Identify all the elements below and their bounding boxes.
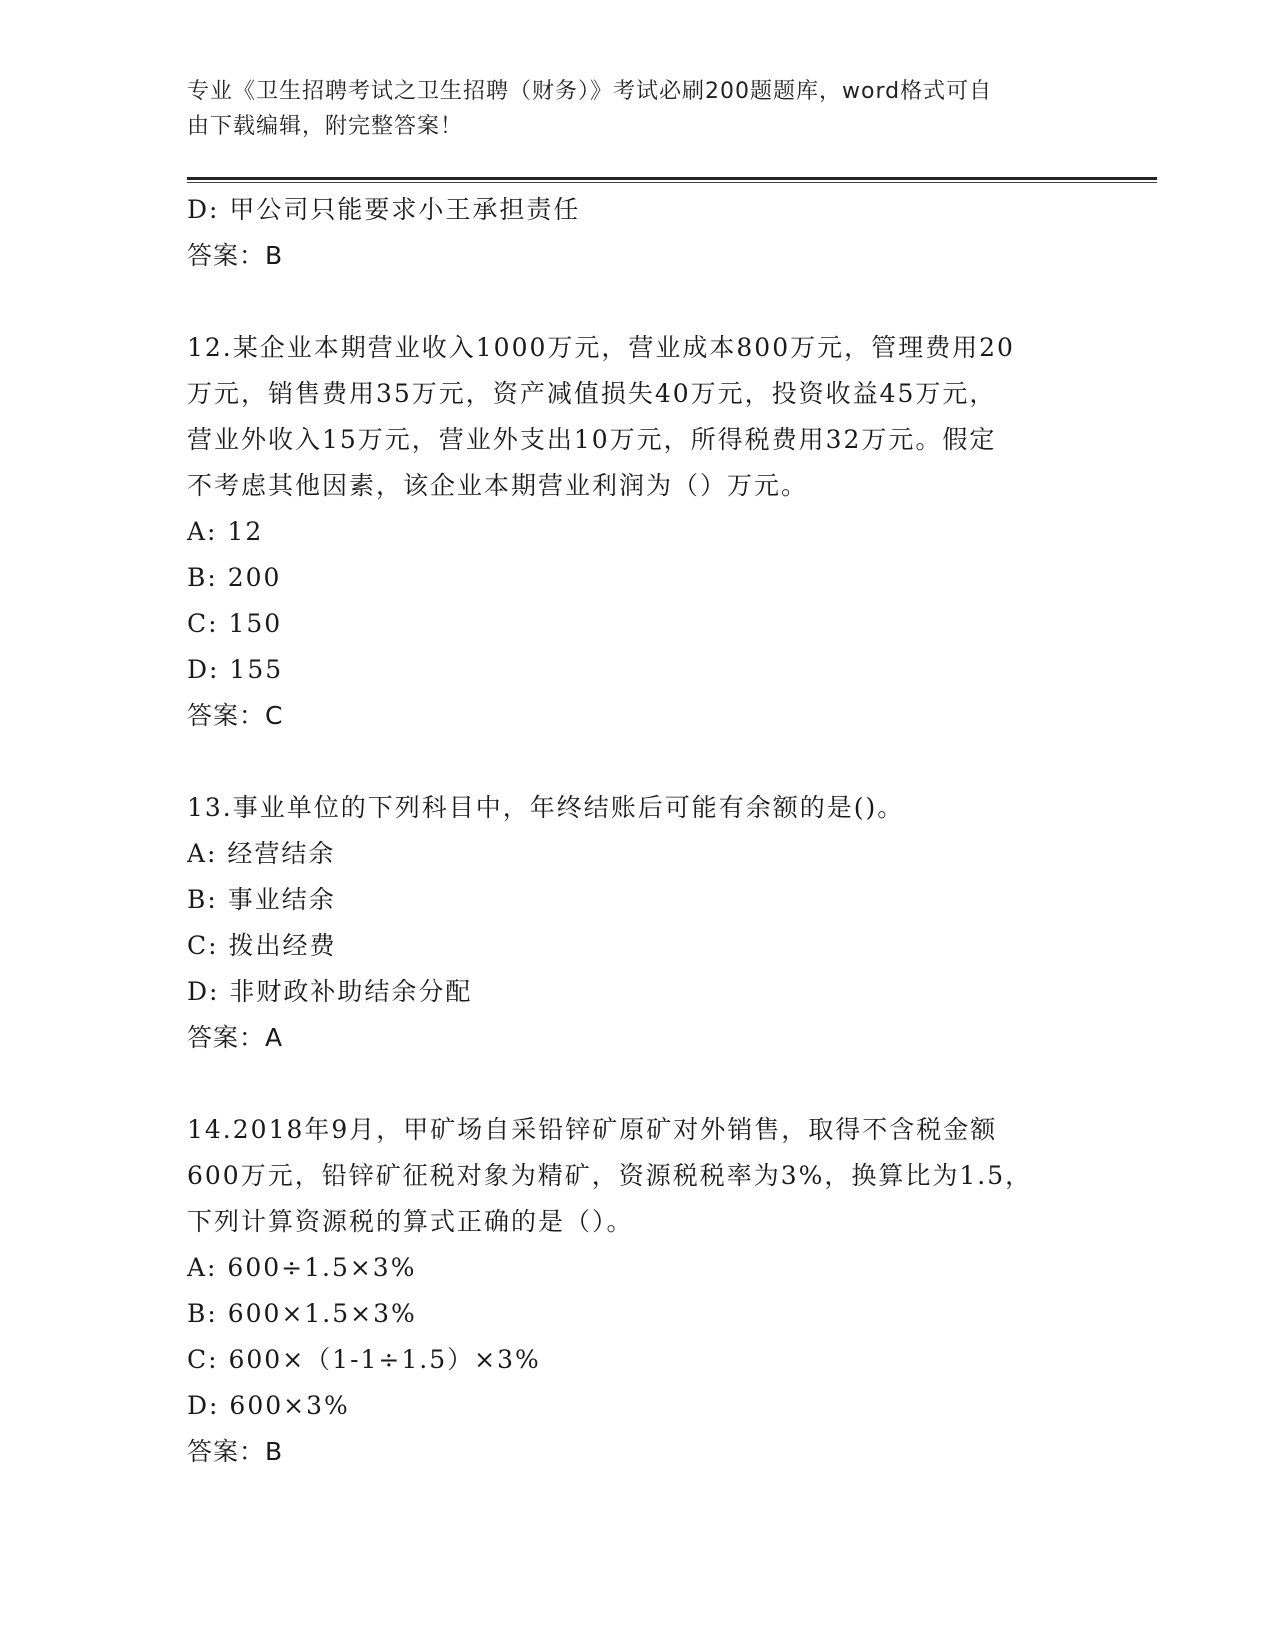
question-14-option-d: D: 600×3% bbox=[187, 1391, 350, 1420]
spacer bbox=[187, 1061, 1087, 1107]
header-line-1: 专业《卫生招聘考试之卫生招聘（财务）》考试必刷200题题库，word格式可自 bbox=[187, 79, 993, 104]
question-12-answer: 答案：C bbox=[187, 701, 284, 730]
stem-line: 不考虑其他因素，该企业本期营业利润为（）万元。 bbox=[187, 471, 809, 500]
question-13-stem bbox=[187, 785, 1087, 831]
question-12-option-d: D: 155 bbox=[187, 655, 284, 684]
question-12-option-c: C: 150 bbox=[187, 609, 283, 638]
question-13-option-b: B: 事业结余 bbox=[187, 885, 336, 914]
stem-line: 万元，销售费用35万元，资产减值损失40万元，投资收益45万元， bbox=[187, 379, 997, 408]
stem-line: 下列计算资源税的算式正确的是（）。 bbox=[187, 1207, 634, 1236]
spacer bbox=[187, 739, 1087, 785]
stem-line: 12.某企业本期营业收入1000万元，营业成本800万元，管理费用20 bbox=[187, 333, 1015, 362]
question-13-option-c: C: 拨出经费 bbox=[187, 931, 337, 960]
spacer bbox=[187, 279, 1087, 325]
question-14-option-b: B: 600×1.5×3% bbox=[187, 1299, 417, 1328]
question-12-stem bbox=[187, 325, 1087, 509]
question-13-option-a: A: 经营结余 bbox=[187, 839, 336, 868]
prev-option-d: D: 甲公司只能要求小王承担责任 bbox=[187, 195, 581, 224]
question-14-option-a: A: 600÷1.5×3% bbox=[187, 1253, 417, 1282]
stem-line: 13.事业单位的下列科目中，年终结账后可能有余额的是()。 bbox=[187, 793, 905, 822]
header-divider-thin bbox=[187, 182, 1157, 183]
header-line-2: 由下载编辑，附完整答案！ bbox=[187, 114, 464, 139]
question-12-option-a: A: 12 bbox=[187, 517, 264, 546]
header-divider-thick bbox=[187, 177, 1157, 180]
question-content bbox=[187, 187, 1087, 1475]
question-13-option-d: D: 非财政补助结余分配 bbox=[187, 977, 473, 1006]
stem-line: 600万元，铅锌矿征税对象为精矿，资源税税率为3%，换算比为1.5， bbox=[187, 1161, 1033, 1190]
question-12-option-b: B: 200 bbox=[187, 563, 282, 592]
question-14-answer: 答案：B bbox=[187, 1437, 284, 1466]
question-14-option-c: C: 600×（1-1÷1.5）×3% bbox=[187, 1345, 541, 1374]
prev-answer: 答案：B bbox=[187, 241, 284, 270]
question-14-stem bbox=[187, 1107, 1087, 1245]
stem-line: 14.2018年9月，甲矿场自采铅锌矿原矿对外销售，取得不含税金额 bbox=[187, 1115, 998, 1144]
question-13-answer: 答案：A bbox=[187, 1023, 284, 1052]
stem-line: 营业外收入15万元，营业外支出10万元，所得税费用32万元。假定 bbox=[187, 425, 997, 454]
page-header bbox=[187, 74, 1067, 144]
